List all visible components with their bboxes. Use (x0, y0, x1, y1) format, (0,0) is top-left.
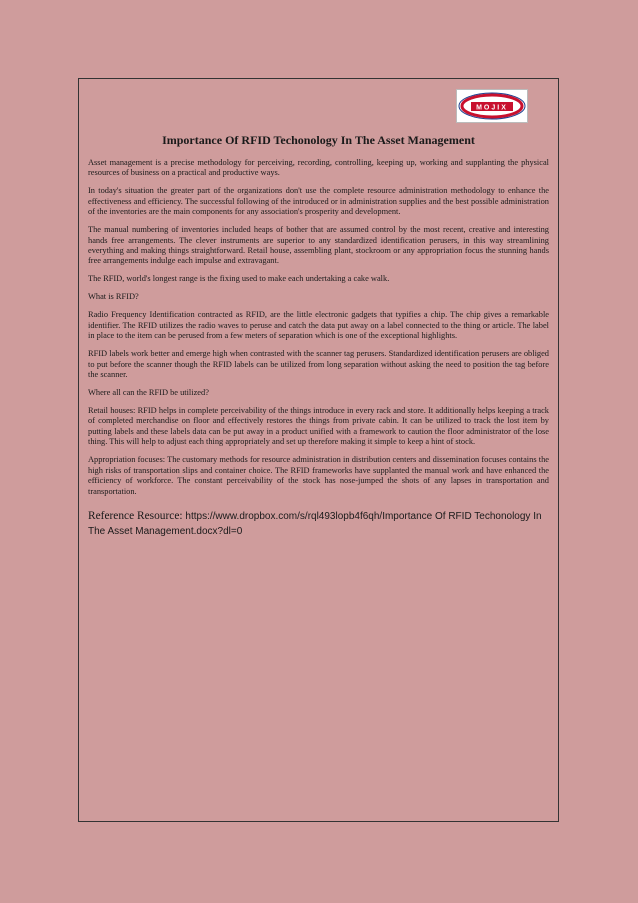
section-heading: Where all can the RFID be utilized? (88, 388, 209, 398)
paragraph: Appropriation focuses: The customary methods for resource administration in distribution centers and dissemination focuses contains the high risks of transportation slips and container choice. The RFID frameworks have supplanted the manual work and have enhanced the efficiency of workforce. The constant perceivability of the stock has nose-jumped the shots of any lapses in transportation and transportation. (88, 455, 549, 496)
paragraph: Retail houses: RFID helps in complete perceivability of the things introduce in every rack and store. It additionally helps keeping a track of completed merchandise on floor and effectively restores the things from private cabin. It can be utilized to track the lost item by putting labels and these labels data can be put away in a product unified with a framework to caution the floor administrator of the lose thing. This will help to adjust each thing appropriately and set up therefore making it simple to keep a hint of stock. (88, 406, 549, 447)
reference-label: Reference Resource: (88, 509, 183, 522)
section-heading: What is RFID? (88, 292, 139, 302)
paragraph: The manual numbering of inventories included heaps of bother that are assumed control by the most recent, creative and interesting hands free arrangements. The clever instruments are superior to any standardized identification perusers, in this way streamlining everything and making things straightforward. Retail house, assembling plant, stockroom or any appropriation focus the stunning hands free arrangements indulge each impulse and extravagant. (88, 225, 549, 266)
document-page (78, 78, 559, 822)
document-body (88, 158, 549, 539)
paragraph: Radio Frequency Identification contracted as RFID, are the little electronic gadgets that typifies a chip. The chip gives a remarkable identifier. The RFID utilizes the radio waves to peruse and catch the data put away on a label connected to the thing or article. The label in place to the item can be perused from a few meters of separation which is one of the exceptional highlights. (88, 310, 549, 341)
logo-text: MOJIX (476, 104, 508, 112)
reference-resource (88, 509, 549, 539)
paragraph: RFID labels work better and emerge high when contrasted with the scanner tag perusers. Standardized identification perusers are obliged to put before the scanner though the RFID labels can be utilized from long separation without asking the need to position the tag before the scanner. (88, 349, 549, 380)
reference-link[interactable]: https://www.dropbox.com/s/rql493lopb4f6qh/Importance Of RFID Techonology In The Asset Management.docx?dl=0 (88, 510, 542, 537)
logo-graphic (457, 90, 527, 122)
paragraph: The RFID, world's longest range is the fixing used to make each undertaking a cake walk. (88, 274, 390, 284)
mojix-logo (456, 89, 528, 123)
document-title: Importance Of RFID Techonology In The Asset Management (162, 133, 475, 147)
paragraph: Asset management is a precise methodology for perceiving, recording, controlling, keeping up, working and supplanting the physical resources of business on a practical and productive ways. (88, 158, 549, 178)
paragraph: In today's situation the greater part of the organizations don't use the complete resource administration methodology to enhance the effectiveness and efficiency. The successful following of the introduced or in administration supplies and the best possible administration of the inventories are the main components for any association's prosperity and development. (88, 186, 549, 217)
